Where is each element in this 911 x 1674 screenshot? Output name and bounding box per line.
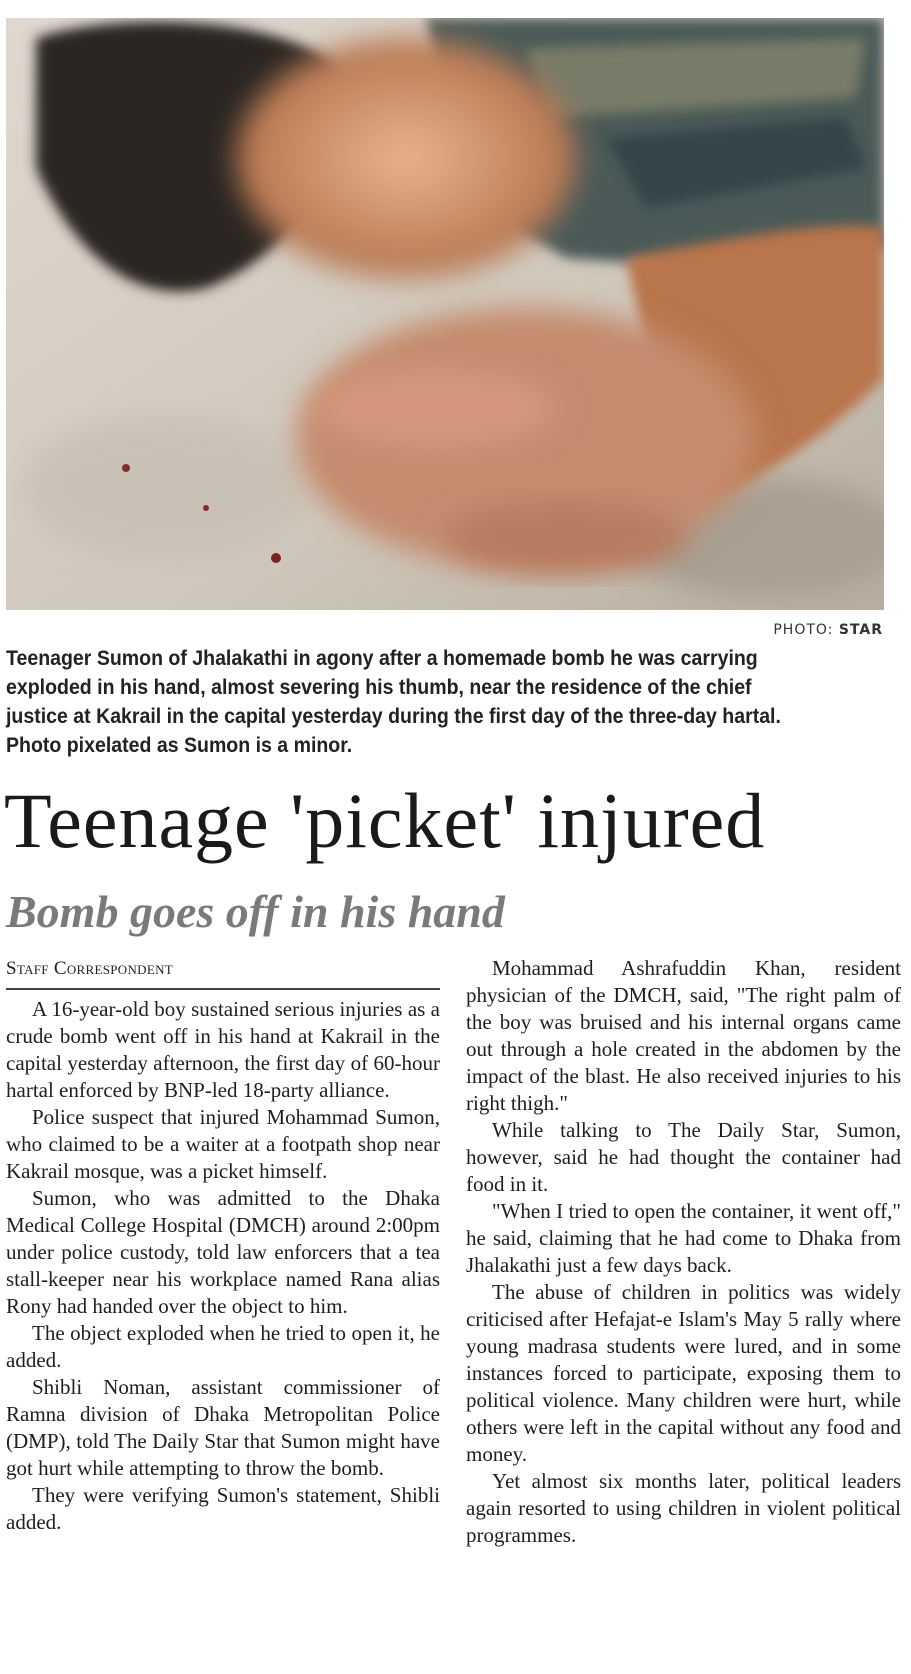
article-paragraph: Mohammad Ashrafuddin Khan, resident physician of the DMCH, said, "The right palm of the boy was bruised and his internal organs came out through a hole created in the abdomen by the impact of the blast. He also received injuries to his right thigh." [466, 956, 901, 1115]
byline-divider [6, 988, 440, 990]
photo-credit-source: STAR [838, 622, 883, 638]
article-paragraph: Yet almost six months later, political leaders again resorted to using children in violent political programmes. [466, 1469, 901, 1547]
photo-caption [6, 644, 824, 760]
article-paragraph: "When I tried to open the container, it went off," he said, claiming that he had come to Dhaka from Jhalakathi just a few days back. [466, 1199, 901, 1277]
article-paragraph: While talking to The Daily Star, Sumon, however, said he had thought the container had food in it. [466, 1118, 901, 1196]
article-column-1 [6, 996, 440, 1536]
article-paragraph: The abuse of children in politics was widely criticised after Hefajat-e Islam's May 5 rally where young madrasa students were lured, and in some instances forced to participate, exposing them to political violence. Many children were hurt, while others were left in the capital without any food and money. [466, 1280, 901, 1466]
article-paragraph: They were verifying Sumon's statement, Shibli added. [6, 1483, 440, 1534]
photo-credit-prefix: PHOTO: [773, 622, 834, 638]
caption-line: exploded in his hand, almost severing his thumb, near the residence of the chief [6, 676, 752, 699]
caption-line: Teenager Sumon of Jhalakathi in agony after a homemade bomb he was carrying [6, 647, 758, 670]
article-paragraph: The object exploded when he tried to open it, he added. [6, 1321, 440, 1372]
article-paragraph: Shibli Noman, assistant commissioner of Ramna division of Dhaka Metropolitan Police (DMP), told The Daily Star that Sumon might have got hurt while attempting to throw the bomb. [6, 1375, 440, 1480]
photo-credit [773, 622, 883, 638]
news-photo [6, 18, 884, 610]
subhead: Bomb goes off in his hand [6, 886, 505, 937]
caption-line: justice at Kakrail in the capital yesterday during the first day of the three-day hartal. [6, 705, 781, 728]
byline: Staff Correspondent [6, 958, 174, 979]
article-paragraph: A 16-year-old boy sustained serious injuries as a crude bomb went off in his hand at Kakrail in the capital yesterday afternoon, the first day of 60-hour hartal enforced by BNP-led 18-party alliance. [6, 997, 440, 1102]
article-column-2 [466, 955, 901, 1549]
article-paragraph: Sumon, who was admitted to the Dhaka Medical College Hospital (DMCH) around 2:00pm under police custody, told law enforcers that a tea stall-keeper near his workplace named Rana alias Rony had handed over the object to him. [6, 1186, 440, 1318]
headline: Teenage 'picket' injured [4, 777, 766, 864]
pixelated-photo-icon [6, 18, 884, 610]
caption-line: Photo pixelated as Sumon is a minor. [6, 734, 353, 757]
article-paragraph: Police suspect that injured Mohammad Sumon, who claimed to be a waiter at a footpath shop near Kakrail mosque, was a picket himself. [6, 1105, 440, 1183]
